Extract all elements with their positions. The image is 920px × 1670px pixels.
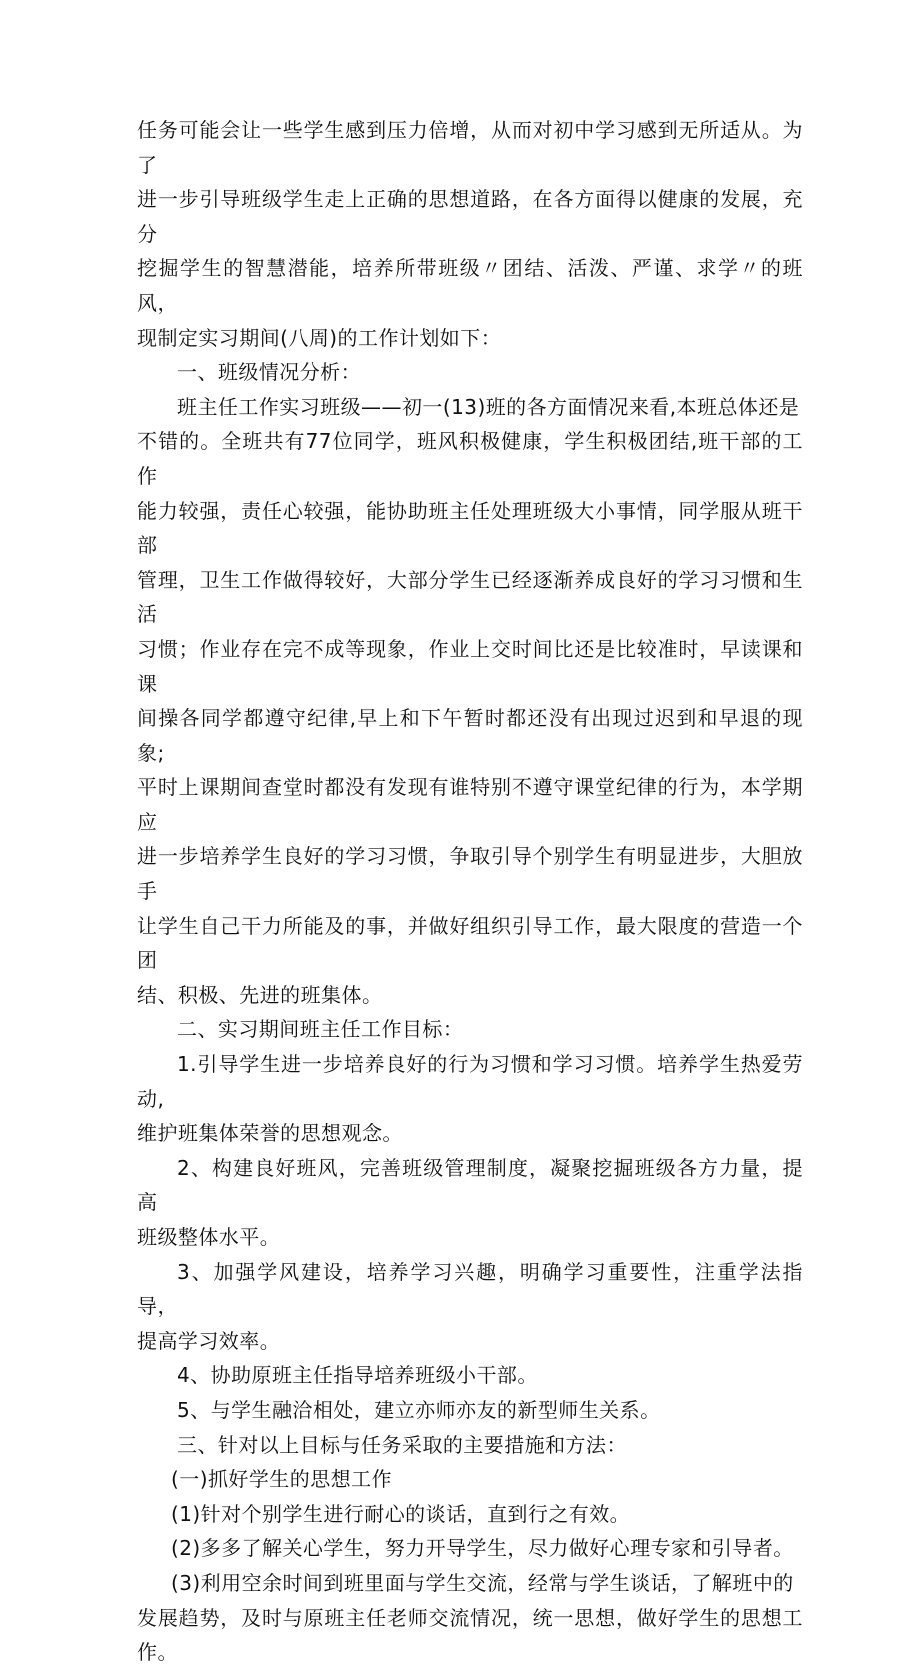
goal-item-5 [137,1393,803,1428]
text-line: 三、针对以上目标与任务采取的主要措施和方法： [177,1432,627,1457]
section-heading-goals [137,1012,803,1047]
text-line: 提高学习效率。 [137,1328,281,1353]
document-body [137,113,803,1670]
text-line: 一、班级情况分析： [177,360,362,385]
text-line: 不错的。全班共有77位同学，班风积极健康，学生积极团结,班干部的工作 [137,429,803,488]
text-line: 3、加强学风建设，培养学习兴趣，明确学习重要性，注重学法指导， [137,1259,803,1319]
text-line: (2)多多了解关心学生，努力开导学生，尽力做好心理专家和引导者。 [171,1536,794,1561]
text-line: 任务可能会让一些学生感到压力倍增，从而对初中学习感到无所适从。为了 [137,118,803,177]
text-line: 管理，卫生工作做得较好，大部分学生已经逐渐养成良好的学习习惯和生活 [137,567,803,627]
class-analysis-paragraph [137,390,803,1013]
text-line: 班级整体水平。 [137,1225,281,1249]
text-line: 5、与学生融洽相处，建立亦师亦友的新型师生关系。 [177,1397,661,1422]
text-line: (1)针对个别学生进行耐心的谈话，直到行之有效。 [171,1501,631,1526]
text-line: 维护班集体荣誉的思想观念。 [137,1121,403,1146]
text-line: 挖掘学生的智慧潜能，培养所带班级〃团结、活泼、严谨、求学〃的班风， [137,256,803,315]
text-line: (3)利用空余时间到班里面与学生交流，经常与学生谈话，了解班中的 [171,1570,794,1595]
text-line: 2、构建良好班风，完善班级管理制度，凝聚挖掘班级各方力量，提高 [137,1155,803,1215]
measure-item-1 [137,1497,803,1532]
goal-item-2 [137,1151,803,1255]
text-line: 习惯；作业存在完不成等现象，作业上交时间比还是比较准时，早读课和课 [137,636,803,696]
text-line: 二、实习期间班主任工作目标： [177,1017,464,1042]
goal-item-3 [137,1255,803,1359]
text-line: 让学生自己干力所能及的事，并做好组织引导工作，最大限度的营造一个团 [137,913,803,973]
text-line: 间操各同学都遵守纪律,早上和下午暂时都还没有出现过迟到和早退的现象; [137,706,803,765]
text-line: (一)抓好学生的思想工作 [171,1467,393,1492]
subsection-heading-thought-work [137,1462,803,1497]
text-line: 平时上课期间查堂时都没有发现有谁特别不遵守课堂纪律的行为，本学期应 [137,775,803,834]
text-line: 能力较强，责任心较强，能协助班主任处理班级大小事情，同学服从班干部 [137,498,803,558]
measure-item-2 [137,1531,803,1566]
measure-item-3 [137,1566,803,1670]
section-heading-class-analysis [137,355,803,390]
section-heading-measures [137,1428,803,1463]
goal-item-1 [137,1047,803,1151]
text-line: 发展趋势，及时与原班主任老师交流情况，统一思想，做好学生的思想工作。 [137,1605,803,1665]
text-line: 结、积极、先进的班集体。 [137,982,383,1007]
text-line: 进一步引导班级学生走上正确的思想道路，在各方面得以健康的发展，充分 [137,187,803,246]
goal-item-4 [137,1358,803,1393]
text-line: 班主任工作实习班级——初一(13)班的各方面情况来看,本班总体还是 [177,394,800,419]
text-line: 进一步培养学生良好的学习习惯，争取引导个别学生有明显进步，大胆放手 [137,844,803,904]
text-line: 4、协助原班主任指导培养班级小干部。 [177,1363,538,1388]
text-line: 现制定实习期间(八周)的工作计划如下： [137,325,502,350]
text-line: 1.引导学生进一步培养良好的行为习惯和学习习惯。培养学生热爱劳动, [137,1052,803,1111]
intro-paragraph [137,113,803,355]
